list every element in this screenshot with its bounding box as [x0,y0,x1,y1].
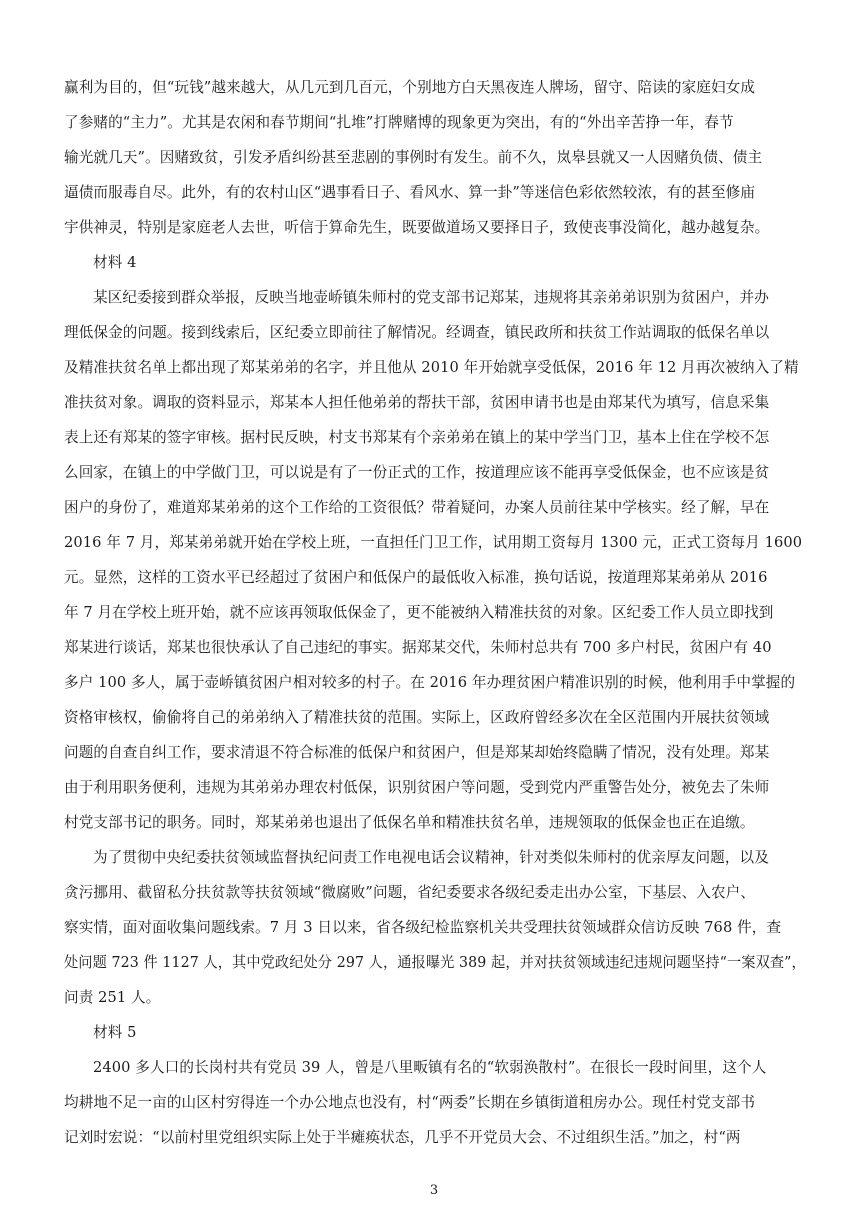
text-line: 某区纪委接到群众举报，反映当地壶峤镇朱师村的党支部书记郑某，违规将其亲弟弟识别为贫困户，并办 [93,289,769,306]
text-line: 问题的自查自纠工作，要求清退不符合标准的低保户和贫困户，但是郑某却始终隐瞒了情况，没有处理。郑某 [64,744,770,761]
text-line: 困户的身份了，难道郑某弟弟的这个工作给的工资很低？带着疑问，办案人员前往某中学核实。经了解，早在 [64,499,770,516]
text-line: 记刘时宏说：“以前村里党组织实际上处于半瘫痪状态，几乎不开党员大会、不过组织生活。”加之，村“两 [64,1129,741,1146]
text-line: 村党支部书记的职务。同时，郑某弟弟也退出了低保名单和精准扶贫名单，违规领取的低保金也正在追缴。 [64,814,755,831]
page-number: 3 [429,1183,439,1198]
text-line: 贪污挪用、截留私分扶贫款等扶贫领域“微腐败”问题，省纪委要求各级纪委走出办公室，下基层、入农户、 [64,884,756,901]
text-line: 理低保金的问题。接到线索后，区纪委立即前往了解情况。经调查，镇民政所和扶贫工作站调取的低保名单以 [64,324,770,341]
text-line: 多户 100 多人，属于壶峤镇贫困户相对较多的村子。在 2016 年办理贫困户精准识别的时候，他利用手中掌握的 [64,674,796,691]
text-line: 2016 年 7 月，郑某弟弟就开始在学校上班，一直担任门卫工作，试用期工资每月 1300 元，正式工资每月 1600 [64,534,803,551]
text-line: 均耕地不足一亩的山区村穷得连一个办公地点也没有，村“两委”长期在乡镇街道租房办公。现任村党支部书 [64,1094,756,1111]
text-line: 准扶贫对象。调取的资料显示，郑某本人担任他弟弟的帮扶干部，贫困申请书也是由郑某代为填写，信息采集 [64,394,770,411]
text-line: 表上还有郑某的签字审核。据村民反映，村支书郑某有个亲弟弟在镇上的某中学当门卫，基本上住在学校不怎 [64,429,770,446]
text-line: 元。显然，这样的工资水平已经超过了贫困户和低保户的最低收入标准，换句话说，按道理郑某弟弟从 2016 [64,569,768,586]
text-line: 了参赌的“主力”。尤其是农闲和春节期间“扎堆”打牌赌博的现象更为突出，有的“外出辛苦挣一年，春节 [64,114,734,131]
section-heading: 材料 4 [93,254,137,271]
text-line: 逼债而服毒自尽。此外，有的农村山区“遇事看日子、看风水、算一卦”等迷信色彩依然较浓，有的甚至修庙 [64,184,756,201]
text-line: 察实情，面对面收集问题线索。7 月 3 日以来，省各级纪检监察机关共受理扶贫领域群众信访反映 768 件，查 [64,919,782,936]
text-line: 为了贯彻中央纪委扶贫领域监督执纪问责工作电视电话会议精神，针对类似朱师村的优亲厚友问题，以及 [93,849,769,866]
text-line: 问责 251 人。 [64,989,161,1006]
text-line: 资格审核权，偷偷将自己的弟弟纳入了精准扶贫的范围。实际上，区政府曾经多次在全区范围内开展扶贫领域 [64,709,770,726]
text-line: 处问题 723 件 1127 人，其中党政纪处分 297 人，通报曝光 389 起，并对扶贫领域违纪违规问题坚持“一案双查”， [64,954,806,971]
text-line: 赢利为目的，但“玩钱”越来越大，从几元到几百元，个别地方白天黑夜连人牌场，留守、陪读的家庭妇女成 [64,79,756,96]
text-line: 由于利用职务便利，违规为其弟弟办理农村低保，识别贫困户等问题，受到党内严重警告处分，被免去了朱师 [64,779,770,796]
section-heading: 材料 5 [93,1024,137,1041]
text-line: 及精准扶贫名单上都出现了郑某弟弟的名字，并且他从 2010 年开始就享受低保，2016 年 12 月再次被纳入了精 [64,359,799,376]
text-line: 年 7 月在学校上班开始，就不应该再领取低保金了，更不能被纳入精准扶贫的对象。区纪委工作人员立即找到 [64,604,774,621]
text-line: 输光就几天”。因赌致贫，引发矛盾纠纷甚至悲剧的事例时有发生。前不久，岚皋县就又一人因赌负债、债主 [64,149,763,166]
text-line: 宇供神灵，特别是家庭老人去世，听信于算命先生，既要做道场又要择日子，致使丧事没简化，越办越复杂。 [64,219,770,236]
text-line: 2400 多人口的长岗村共有党员 39 人，曾是八里畈镇有名的“软弱涣散村”。在很长一段时间里，这个人 [93,1059,767,1076]
text-line: 郑某进行谈话，郑某也很快承认了自己违纪的事实。据郑某交代，朱师村总共有 700 多户村民，贫困户有 40 [64,639,772,656]
text-line: 么回家，在镇上的中学做门卫，可以说是有了一份正式的工作，按道理应该不能再享受低保金，也不应该是贫 [64,464,770,481]
